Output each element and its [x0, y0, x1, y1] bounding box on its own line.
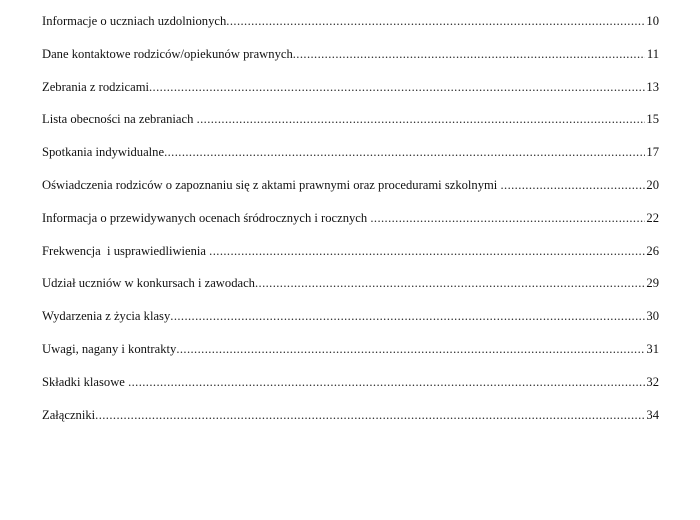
- toc-entry-zebrania[interactable]: [42, 79, 659, 112]
- toc-entry-title: Składki klasowe: [42, 374, 129, 389]
- toc-entry-skladki[interactable]: [42, 374, 659, 407]
- toc-entry-frekwencja[interactable]: [42, 243, 659, 276]
- toc-entry-page-number: 15: [646, 112, 659, 127]
- toc-entry-page-number: 17: [646, 145, 659, 160]
- dot-leader: [149, 79, 645, 95]
- toc-entry-page-number: 22: [646, 210, 659, 225]
- toc-entry-uwagi[interactable]: [42, 341, 659, 374]
- toc-entry-title: Dane kontaktowe rodziców/opiekunów prawnych: [42, 46, 293, 61]
- dot-leader: [209, 243, 645, 259]
- toc-entry-zalaczniki[interactable]: [42, 407, 659, 440]
- toc-entry-page-number: 13: [646, 79, 659, 94]
- toc-entry-title: Lista obecności na zebraniach: [42, 112, 197, 127]
- toc-entry-page-number: 10: [646, 14, 659, 28]
- toc-entry-title: Frekwencja i usprawiedliwienia: [42, 243, 210, 258]
- toc-entry-title: Wydarzenia z życia klasy: [42, 309, 171, 324]
- dot-leader: [226, 13, 645, 29]
- toc-entry-title: Informacje o uczniach uzdolnionych: [42, 14, 227, 28]
- toc-entry-page-number: 20: [646, 177, 659, 192]
- dot-leader: [95, 407, 645, 423]
- toc-entry-title: Oświadczenia rodziców o zapoznaniu się z aktami prawnymi oraz procedurami szkolnymi: [42, 177, 501, 192]
- toc-entry-page-number: 26: [646, 243, 659, 258]
- toc-entry-wydarzenia[interactable]: [42, 308, 659, 341]
- toc-entry-konkursy[interactable]: [42, 275, 659, 308]
- dot-leader: [370, 210, 645, 226]
- dot-leader: [164, 144, 645, 160]
- toc-entry-page-number: 32: [646, 374, 659, 389]
- toc-entry-title: Udział uczniów w konkursach i zawodach: [42, 276, 255, 291]
- dot-leader: [500, 177, 645, 193]
- toc-entry-dane-kontaktowe[interactable]: [42, 46, 659, 79]
- toc-entry-title: Informacja o przewidywanych ocenach śródrocznych i rocznych: [42, 210, 371, 225]
- dot-leader: [128, 374, 645, 390]
- toc-entry-title: Spotkania indywidualne: [42, 145, 165, 160]
- toc-entry-page-number: 11: [646, 46, 659, 61]
- toc-entry-oceny[interactable]: [42, 210, 659, 243]
- toc-entry-uczniowie-uzdolnieni[interactable]: [42, 13, 659, 46]
- toc-entry-title: Załączniki: [42, 407, 96, 422]
- dot-leader: [293, 46, 645, 62]
- toc-entry-title: Zebrania z rodzicami: [42, 79, 149, 94]
- dot-leader: [170, 308, 645, 324]
- dot-leader: [176, 341, 645, 357]
- toc-entry-title: Uwagi, nagany i kontrakty: [42, 341, 177, 356]
- toc-entry-spotkania[interactable]: [42, 144, 659, 177]
- table-of-contents: [42, 13, 659, 439]
- toc-entry-page-number: 31: [646, 341, 659, 356]
- toc-entry-oswiadczenia[interactable]: [42, 177, 659, 210]
- dot-leader: [255, 275, 645, 291]
- toc-entry-page-number: 34: [646, 407, 659, 422]
- toc-entry-page-number: 30: [646, 309, 659, 324]
- toc-entry-page-number: 29: [646, 276, 659, 291]
- toc-entry-lista-obecnosci[interactable]: [42, 111, 659, 144]
- dot-leader: [197, 111, 645, 127]
